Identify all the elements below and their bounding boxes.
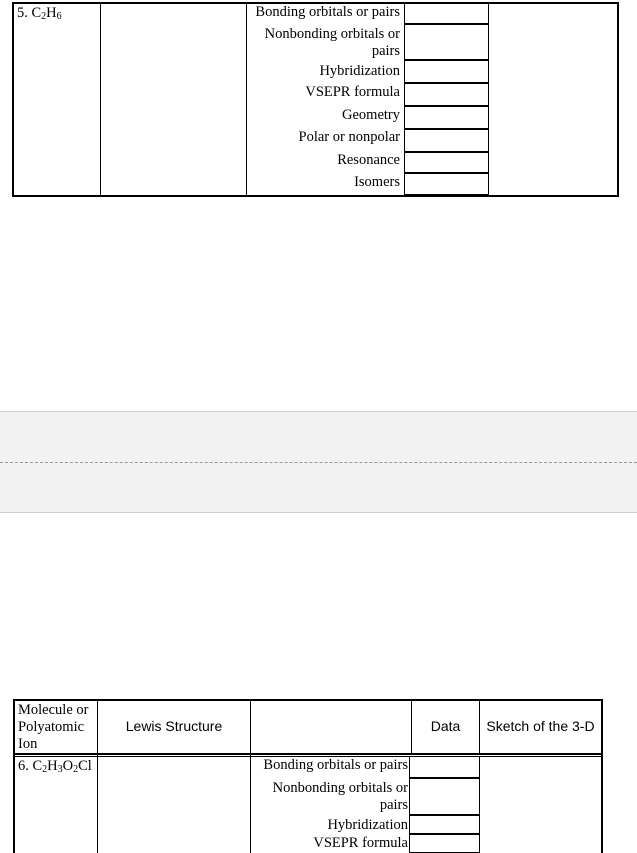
bottom-table-col-divider [250,699,251,853]
data-box-nonbonding[interactable] [409,778,480,815]
bottom-table-left-border [13,699,15,853]
data-box-nonbonding[interactable] [404,24,489,60]
data-box-vsepr[interactable] [404,83,489,106]
label-geometry: Geometry [342,107,400,123]
label-nonbonding-pairs: pairs [379,797,408,813]
data-box-bonding[interactable] [409,756,480,778]
data-box-vsepr[interactable] [409,834,480,853]
top-table-left-border [12,2,14,196]
data-box-bonding[interactable] [404,2,489,24]
top-table-col-divider [246,2,247,196]
data-box-polarity[interactable] [404,129,489,152]
bottom-table-right-border [601,699,603,853]
bottom-table-header-separator [13,753,603,755]
header-molecule-line2: Polyatomic [18,719,85,735]
molecule-formula: 5. $C_2H_6$ [17,5,62,22]
data-box-hybridization[interactable] [404,60,489,83]
label-vsepr-formula: VSEPR formula [313,835,408,851]
label-bonding-orbitals: Bonding orbitals or pairs [263,757,408,773]
label-polarity: Polar or nonpolar [298,129,400,145]
data-box-resonance[interactable] [404,152,489,173]
top-table-col-divider [100,2,101,196]
bottom-table-top-border [13,699,603,701]
label-nonbonding-pairs: pairs [371,43,400,59]
header-lewis-structure: Lewis Structure [125,718,223,734]
data-box-isomers[interactable] [404,173,489,195]
page-break-dashed-line [0,462,637,463]
label-nonbonding-orbitals: Nonbonding orbitals or [272,780,408,796]
top-table-bottom-border [12,195,619,197]
header-molecule-line1: Molecule or [18,702,89,718]
data-box-geometry[interactable] [404,106,489,129]
label-bonding-orbitals: Bonding orbitals or pairs [255,4,400,20]
label-vsepr-formula: VSEPR formula [305,84,400,100]
molecule-formula: 6. $C_2H_3O_2Cl$ [18,758,92,775]
header-molecule-line3: Ion [18,736,38,752]
label-hybridization: Hybridization [319,63,400,79]
data-box-hybridization[interactable] [409,815,480,834]
label-isomers: Isomers [354,174,400,190]
header-sketch: Sketch of the 3-D [486,718,595,734]
header-data: Data [430,718,461,734]
top-table-right-border [617,2,619,196]
label-hybridization: Hybridization [327,817,408,833]
label-resonance: Resonance [337,152,400,168]
label-nonbonding-orbitals: Nonbonding orbitals or [264,26,400,42]
